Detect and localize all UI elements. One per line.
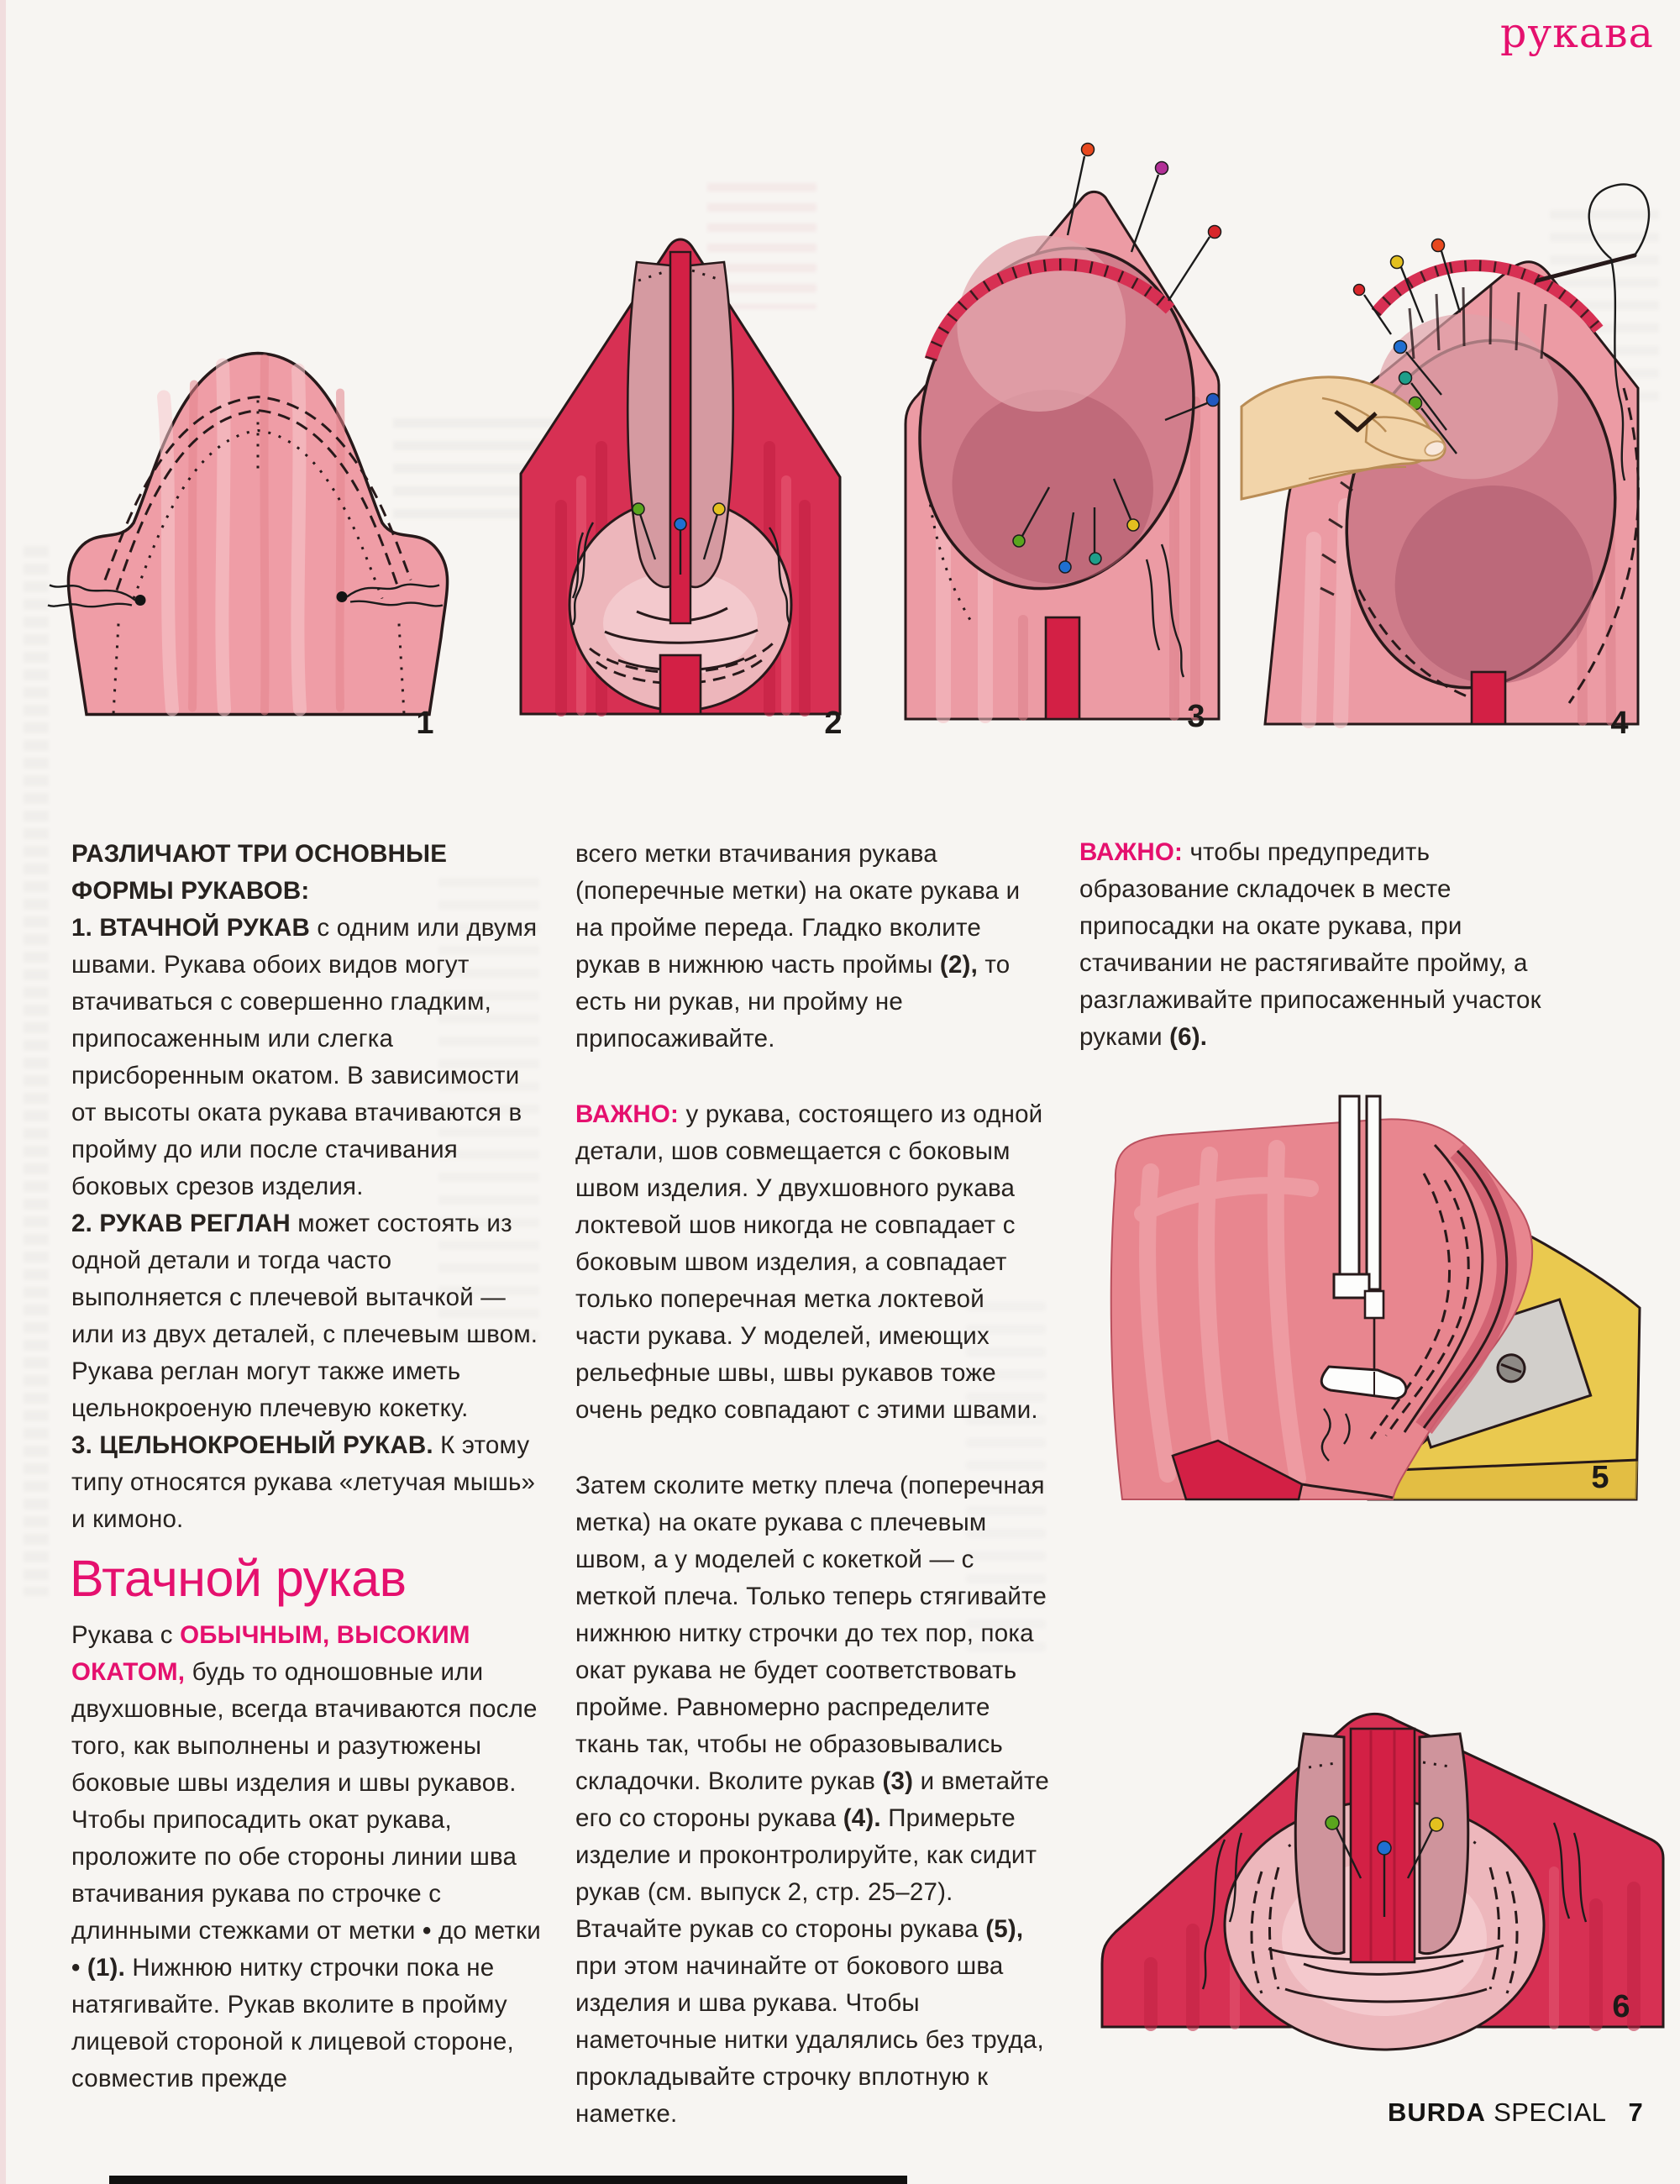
match-mark-dot-left [135, 595, 146, 606]
yellow-pin-head [713, 503, 725, 515]
page-title: рукава [1500, 9, 1654, 57]
needle [1537, 255, 1635, 281]
intro-heading: РАЗЛИЧАЮТ ТРИ ОСНОВНЫЕ ФОРМЫ РУКАВОВ: [71, 840, 448, 905]
paragraph-easing: Затем сколите метку плеча (поперечная метка) на окате рукава с плечевым швом, а у моделей с кокеткой — с меткой плеча. Только теперь стягивайте нижнюю нитку строчки до тех пор, пока окат рукава не будет соответствовать пройме. Равномерно распределите ткань так, чтобы не образовывались складочки. Вколите рукав (3) и вметайте его со стороны рукава (4). Примерьте изделие и проконтролируйте, как сидит рукав (см. выпуск 2, стр. 25–27). Втачайте рукав со стороны рукава (5), при этом начинайте от бокового шва изделия и шва рукава. Чтобы наметочные нитки удалялись без труда, прокладывайте строчку вплотную к наметке. [575, 1472, 1049, 2128]
paragraph-sleeve-type-2: 2. РУКАВ РЕГЛАН может состоять из одной детали и тогда часто выполняется с плечевой вытачкой — или из двух деталей, с плечевым швом. Рукава реглан могут также иметь цельнокроеную плечевую кокетку. [71, 1210, 538, 1422]
thread-loop [1589, 184, 1649, 259]
yellow-pin-head [1430, 1818, 1443, 1831]
figure-4-number: 4 [1610, 706, 1629, 741]
paragraph-important-pressing: ВАЖНО: чтобы предупредить образование складочек в месте припосадки на окате рукава, при стачивании не растягивайте пройму, а разглаживайте припосаженный участок руками (6). [1079, 838, 1541, 1051]
blue-pin-head-2 [1059, 561, 1071, 573]
figure-1-number: 1 [416, 706, 434, 741]
sleeve-fabric [68, 354, 447, 715]
yellow-pin-head [1391, 256, 1404, 269]
blue-pin-head [1378, 1841, 1391, 1855]
text-column-1 [71, 836, 542, 2097]
red-pin-head [1082, 144, 1095, 156]
figure-6-illustration [1084, 1569, 1680, 2027]
scan-bottom-artifact [109, 2176, 907, 2184]
footer-page-number: 7 [1628, 2097, 1644, 2127]
foot-bracket [1334, 1274, 1369, 1298]
sleeve-seam-stripe [1472, 672, 1505, 724]
match-mark-dot-right [337, 591, 348, 602]
bottom-seam-band [660, 655, 701, 714]
presser-bar [1340, 1096, 1359, 1274]
machine-stitching-drawing [1092, 1096, 1676, 1499]
paragraph-set-in-sleeve: Рукава с ОБЫЧНЫМ, ВЫСОКИМ ОКАТОМ, будь то одношовные или двухшовные, всегда втачиваются после того, как выполнены и разутюжены боковые швы изделия и швы рукавов. Чтобы припосадить окат рукава, проложите по обе стороны линии шва втачивания рукава по строчке с длинными стежками от метки • до метки • (1). Нижнюю нитку строчки пока не натягивайте. Рукав вколите в пройму лицевой стороной к лицевой стороне, совместив прежде [71, 1621, 541, 2092]
pinned-sleeve-cap-drawing [893, 133, 1225, 719]
blue-pin-head [675, 518, 686, 530]
needle-clamp [1365, 1291, 1383, 1318]
needle-bar [1367, 1096, 1380, 1289]
figure-3-number: 3 [1187, 699, 1205, 734]
figure-5-number: 5 [1591, 1460, 1609, 1495]
cap-fold-right [1420, 1734, 1468, 1954]
paragraph-important-seams: ВАЖНО: у рукава, состоящего из одной детали, шов совмещается с боковым швом изделия. У двухшовного рукава локтевой шов никогда не совпадает с боковым швом изделия, а совпадает только поперечная метка локтевой части рукава. У моделей, имеющих рельефные швы, швы рукавов тоже очень редко совпадают с этими швами. [575, 1100, 1043, 1424]
smoothing-sleeve-drawing [1084, 1569, 1680, 2027]
small-red-pin-head [1354, 285, 1365, 296]
section-heading: Втачной рукав [70, 1550, 407, 1607]
figure-4-illustration [1242, 170, 1662, 724]
paragraph-pinning: всего метки втачивания рукава (поперечные метки) на окате рукава и на пройме переда. Гладко вколите рукав в нижнюю часть проймы (2), то есть ни рукав, ни пройму не припосаживайте. [575, 840, 1021, 1053]
green-pin-head [1326, 1816, 1339, 1830]
sleeve-cap-piece-drawing [46, 269, 470, 718]
sleeve-seam-stripe [1046, 617, 1079, 719]
figure-1-illustration [46, 269, 470, 718]
red-pin-head-2 [1209, 226, 1221, 239]
figure-2-illustration [512, 228, 848, 714]
scan-edge-artifact [0, 0, 6, 2184]
figure-5-illustration [1092, 1096, 1676, 1499]
teal-pin-head [1089, 553, 1101, 564]
footer-brand: BURDA [1388, 2097, 1486, 2127]
text-column-3 [1079, 834, 1562, 1095]
green-pin-head [633, 503, 644, 515]
blue-pin-head [1207, 394, 1220, 407]
figure-6-number: 6 [1612, 1989, 1630, 2024]
teal-pin-head [1399, 372, 1412, 385]
blue-pin-head [1394, 341, 1407, 354]
hand-basting-drawing [1242, 170, 1662, 724]
bleed-through-artifact [24, 546, 49, 1596]
yellow-pin-head [1127, 519, 1139, 531]
paragraph-sleeve-type-3: 3. ЦЕЛЬНОКРОЕНЫЙ РУКАВ. К этому типу относятся рукава «летучая мышь» и кимоно. [71, 1431, 536, 1533]
figure-2-number: 2 [824, 706, 843, 741]
footer-label: SPECIAL [1494, 2097, 1606, 2127]
page-footer [1388, 2097, 1643, 2128]
sleeve-in-armhole-drawing [512, 228, 848, 714]
paragraph-sleeve-type-1: 1. ВТАЧНОЙ РУКАВ с одним или двумя швами. Рукава обоих видов могут втачиваться с совершенно гладким, припосаженным или слегка присборенным окатом. В зависимости от высоты оката рукава втачиваются в пройму до или после стачивания боковых срезов изделия. [71, 914, 538, 1200]
text-column-2 [575, 836, 1050, 2171]
purple-pin-head [1156, 162, 1168, 175]
green-pin-head [1013, 535, 1025, 547]
figure-3-illustration [893, 133, 1225, 719]
red-pin-head [1432, 239, 1445, 252]
